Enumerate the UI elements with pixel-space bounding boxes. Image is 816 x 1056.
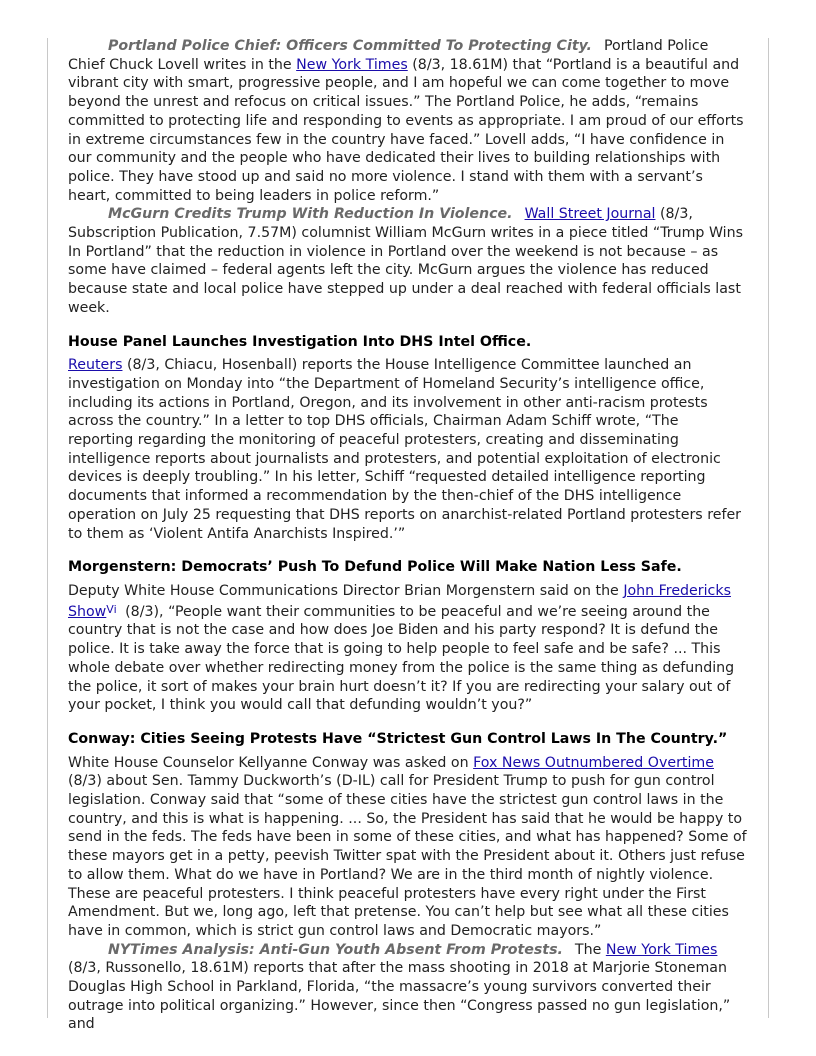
video-icon-label[interactable]: Vi: [106, 602, 117, 616]
source-link-fox-news[interactable]: Fox News Outnumbered Overtime: [473, 754, 714, 771]
story-text: Deputy White House Communications Director Brian Morgenstern said on the: [68, 582, 624, 599]
story-headline: McGurn Credits Trump With Reduction In Violence.: [108, 206, 513, 223]
story-text: (8/3), “People want their communities to be peaceful and we’re seeing around the country that is not the case and how does Joe Biden and his party respond? It is defund the police. It is take away the force that is going to help people to feel safe and be safe? ... This whole debate over whether redirecting money from the police is the same thing as defunding the police, it sort of makes your brain hurt doesn’t it? If you are redirecting your salary out of your pocket, I think you would call that defunding wouldn’t you?”: [68, 603, 735, 714]
source-link-new-york-times[interactable]: New York Times: [296, 56, 408, 73]
section-heading: Conway: Cities Seeing Protests Have “Strictest Gun Control Laws In The Country.”: [68, 730, 728, 747]
section-body: [68, 582, 748, 715]
source-link-reuters[interactable]: Reuters: [68, 357, 123, 374]
story-text: Portland Police Chief Chuck Lovell writes in the: [68, 38, 709, 73]
section-heading: Morgenstern: Democrats’ Push To Defund Police Will Make Nation Less Safe.: [68, 559, 682, 576]
story-mcgurn: [68, 205, 748, 317]
story-text: (8/3, 18.61M) that “Portland is a beautiful and vibrant city with smart, progressive people, and I am hopeful we can come together to move beyond the unrest and refocus on critical issues.” The Portland Police, he adds, “remains committed to protecting life and responding to events as appropriate. I am proud of our efforts in extreme circumstances few in the country have faced.” Lovell adds, “I have confidence in our community and the people who have dedicated their lives to building relationships with police. They have stood up and said no more violence. I stand with them with a servant’s heart, committed to being leaders in police reform.”: [68, 56, 744, 204]
story-text: (8/3, Subscription Publication, 7.57M) columnist William McGurn writes in a piece titled “Trump Wins In Portland” that the reduction in violence in Portland over the weekend is not because – as some have claimed – federal agents left the city. McGurn argues the violence has reduced because state and local police have stepped up under a deal reached with federal officials last week.: [68, 206, 743, 316]
left-margin-rule: [47, 38, 48, 1018]
story-text: White House Counselor Kellyanne Conway was asked on: [68, 754, 474, 771]
story-portland-police-chief: [68, 37, 748, 205]
section-morgenstern: [68, 558, 748, 715]
story-text: The: [574, 941, 606, 958]
story-text: (8/3, Russonello, 18.61M) reports that after the mass shooting in 2018 at Marjorie Stoneman Douglas High School in Parkland, Florida, “the massacre’s young survivors converted their outrage into political organizing.” However, since then “Congress passed no gun legislation,” and: [68, 960, 731, 1033]
source-link-john-fredericks-show[interactable]: John Fredericks Show: [68, 582, 731, 620]
section-conway: [68, 730, 748, 941]
section-body: [68, 754, 748, 941]
story-headline: Portland Police Chief: Officers Committed To Protecting City.: [108, 38, 592, 54]
story-headline: NYTimes Analysis: Anti-Gun Youth Absent From Protests.: [108, 941, 563, 958]
right-margin-rule: [768, 38, 769, 1018]
source-link-wall-street-journal[interactable]: Wall Street Journal: [524, 206, 656, 223]
story-nytimes-analysis: [68, 941, 748, 1035]
section-house-panel: [68, 333, 748, 544]
section-body: [68, 356, 748, 543]
story-text: (8/3) about Sen. Tammy Duckworth’s (D-IL) call for President Trump to push for gun control legislation. Conway said that “some of these cities have the strictest gun control laws in the country, and this is what is happening. ... So, the President has said that he would be happy to send in the feds. The feds have been in some of these cities, and what has happened? Some of these mayors get in a petty, peevish Twitter spat with the President about it. Others just refuse to allow them. What do we have in Portland? We are in the third month of nightly violence. These are peaceful protesters. I think peaceful protesters have every right under the First Amendment. But we, long ago, left that pretense. You can’t help but see what all these cities have in common, which is strict gun control laws and Democratic mayors.”: [68, 773, 747, 939]
story-text: (8/3, Chiacu, Hosenball) reports the House Intelligence Committee launched an investigation on Monday into “the Department of Homeland Security’s intelligence office, including its actions in Portland, Oregon, and its involvement in other anti-racism protests across the country.” In a letter to top DHS officials, Chairman Adam Schiff wrote, “The reporting regarding the monitoring of peaceful protesters, creating and disseminating intelligence reports about journalists and protesters, and potential exploitation of electronic devices is deeply troubling.” In his letter, Schiff “requested detailed intelligence reporting documents that informed a recommendation by the then-chief of the DHS intelligence operation on July 25 requesting that DHS reports on anarchist-related Portland protesters refer to them as ‘Violent Antifa Anarchists Inspired.’”: [68, 357, 742, 542]
source-link-new-york-times[interactable]: New York Times: [605, 941, 718, 958]
section-heading: House Panel Launches Investigation Into DHS Intel Office.: [68, 333, 532, 350]
document-page: [68, 37, 748, 1034]
